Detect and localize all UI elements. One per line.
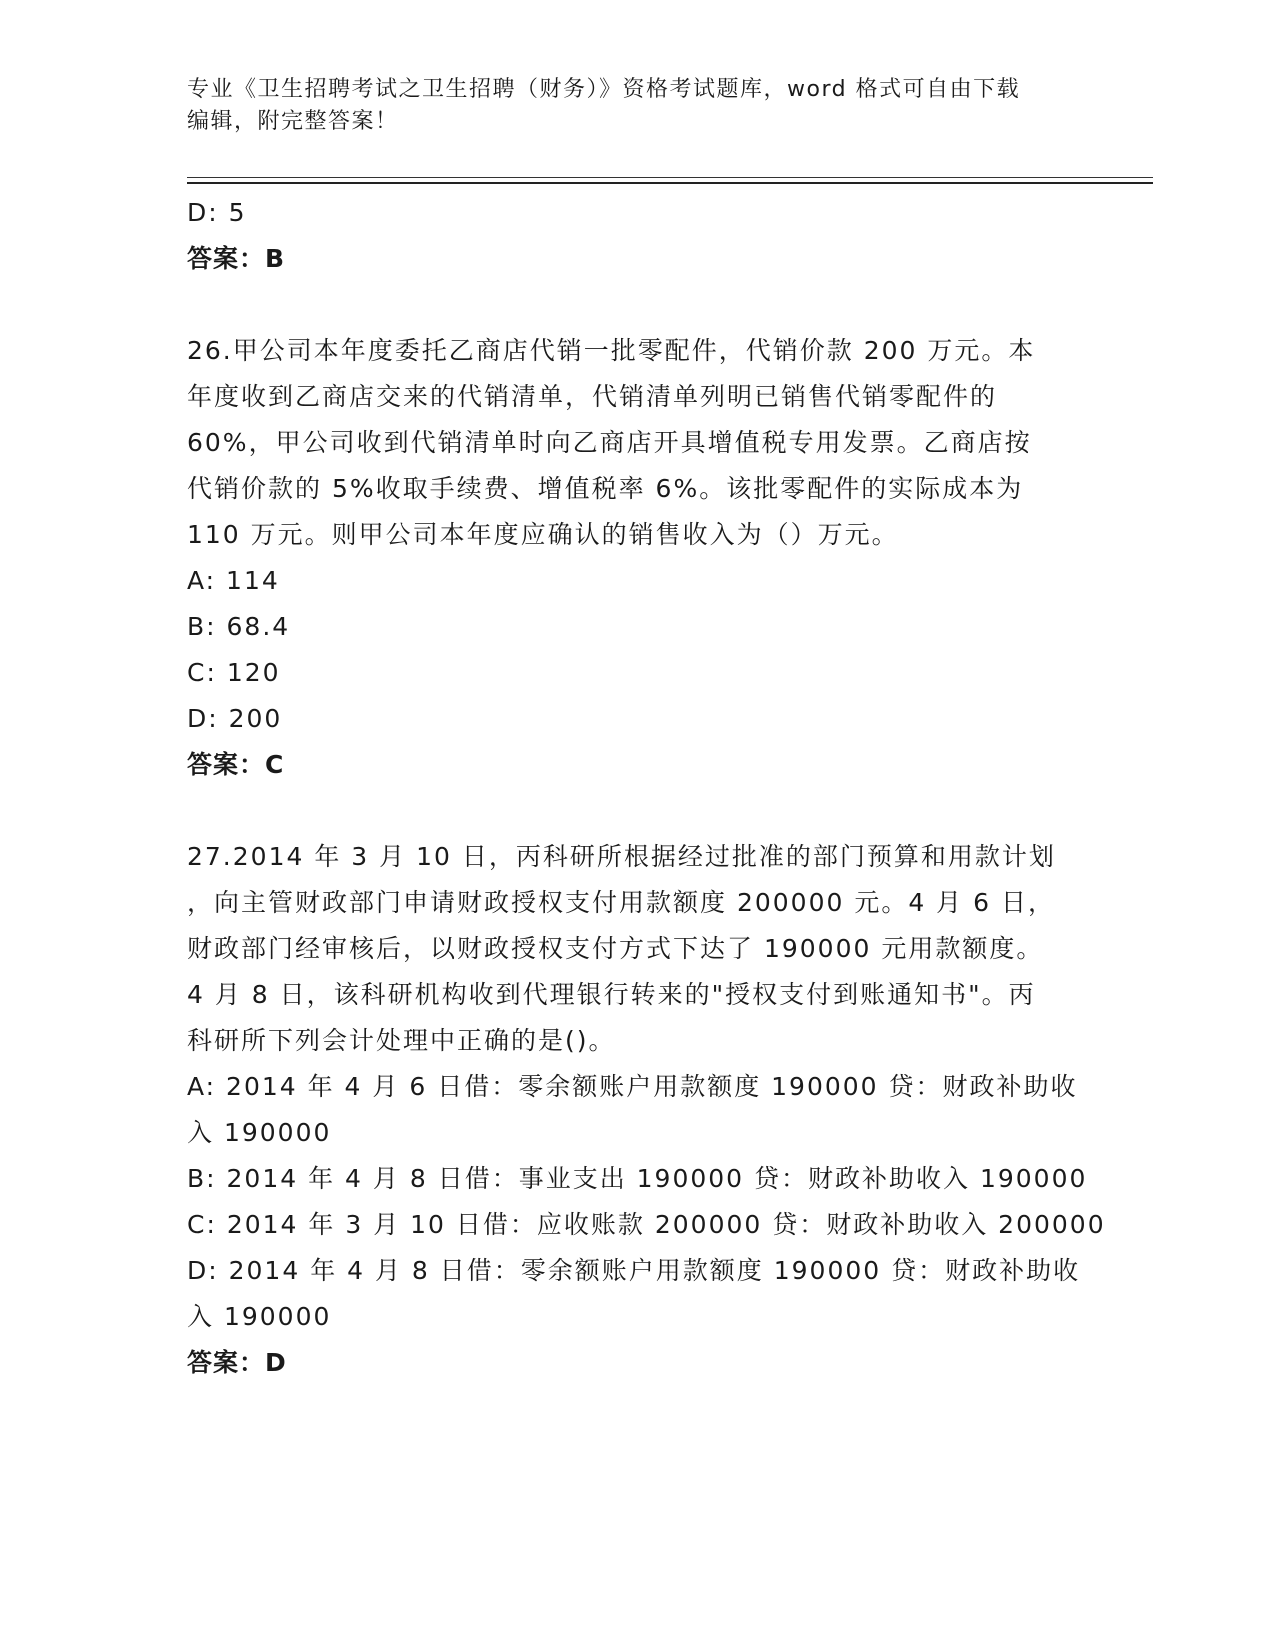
question-26-option-a: A: 114: [187, 566, 280, 595]
document-header: [187, 74, 1067, 138]
question-27-option-d: D: 2014 年 4 月 8 日借：零余额账户用款额度 190000 贷：财政补助收: [187, 1256, 1081, 1285]
stem-line: 60%，甲公司收到代销清单时向乙商店开具增值税专用发票。乙商店按: [187, 428, 1032, 457]
stem-line: ，向主管财政部门申请财政授权支付用款额度 200000 元。4 月 6 日，: [187, 888, 1055, 917]
header-divider-thick: [187, 182, 1153, 184]
question-26-stem: [187, 328, 1087, 558]
stem-line: 27.2014 年 3 月 10 日，丙科研所根据经过批准的部门预算和用款计划: [187, 842, 1056, 871]
spacer: [187, 282, 1087, 328]
question-27-answer: 答案：D: [187, 1348, 287, 1377]
question-27-stem: [187, 834, 1087, 1064]
prev-question-option-d: D: 5: [187, 198, 247, 227]
stem-line: 26.甲公司本年度委托乙商店代销一批零配件，代销价款 200 万元。本: [187, 336, 1036, 365]
question-26-option-c: C: 120: [187, 658, 281, 687]
stem-line: 财政部门经审核后，以财政授权支付方式下达了 190000 元用款额度。: [187, 934, 1044, 963]
question-26-option-b: B: 68.4: [187, 612, 291, 641]
stem-line: 110 万元。则甲公司本年度应确认的销售收入为（）万元。: [187, 520, 899, 549]
question-27-option-a: A: 2014 年 4 月 6 日借：零余额账户用款额度 190000 贷：财政补助收: [187, 1072, 1078, 1101]
header-line-1: 专业《卫生招聘考试之卫生招聘（财务）》资格考试题库，word 格式可自由下载: [187, 77, 1021, 102]
stem-line: 科研所下列会计处理中正确的是()。: [187, 1026, 616, 1055]
spacer: [187, 788, 1087, 834]
question-27-option-b: B: 2014 年 4 月 8 日借：事业支出 190000 贷：财政补助收入 190000: [187, 1164, 1088, 1193]
question-26-answer: 答案：C: [187, 750, 285, 779]
question-27-option-c: C: 2014 年 3 月 10 日借：应收账款 200000 贷：财政补助收入 200000: [187, 1210, 1106, 1239]
prev-question-answer: 答案：B: [187, 244, 286, 273]
question-27-option-d-cont: 入 190000: [187, 1302, 332, 1331]
stem-line: 代销价款的 5%收取手续费、增值税率 6%。该批零配件的实际成本为: [187, 474, 1024, 503]
question-26-option-d: D: 200: [187, 704, 283, 733]
document-body: [187, 190, 1106, 1386]
header-line-2: 编辑，附完整答案！: [187, 109, 399, 134]
stem-line: 4 月 8 日，该科研机构收到代理银行转来的"授权支付到账通知书"。丙: [187, 980, 1036, 1009]
header-divider-thin: [187, 177, 1153, 178]
stem-line: 年度收到乙商店交来的代销清单，代销清单列明已销售代销零配件的: [187, 382, 998, 411]
question-27-option-a-cont: 入 190000: [187, 1118, 332, 1147]
